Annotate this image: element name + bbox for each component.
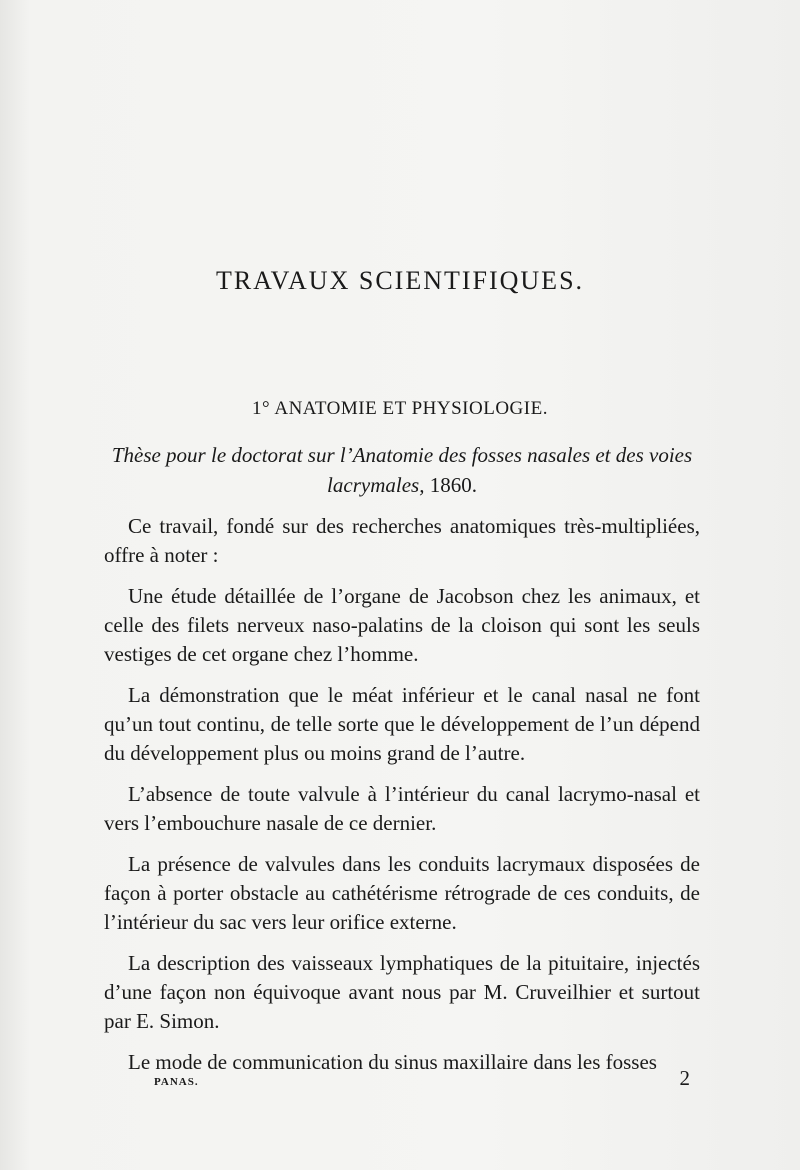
paragraph: Ce travail, fondé sur des recherches anatomiques très-multipliées, offre à noter :	[104, 514, 700, 567]
paragraph: La démonstration que le méat inférieur et le canal nasal ne font qu’un tout continu, de telle sorte que le développement de l’un dépend du développement plus ou moins grand de l’autre.	[104, 683, 700, 765]
paragraph: Une étude détaillée de l’organe de Jacobson chez les animaux, et celle des filets nerveux naso-palatins de la cloison qui sont les seuls vestiges de cet organe chez l’homme.	[104, 584, 700, 666]
thesis-title	[104, 440, 700, 500]
paragraph: La description des vaisseaux lymphatiques de la pituitaire, injectés d’une façon non équivoque avant nous par M. Cruveilhier et surtout par E. Simon.	[104, 951, 700, 1033]
paragraph: Le mode de communication du sinus maxillaire dans les fosses	[128, 1050, 657, 1074]
page-title: TRAVAUX SCIENTIFIQUES.	[215, 266, 585, 295]
running-author: PANAS.	[154, 1076, 199, 1088]
paragraph: La présence de valvules dans les conduits lacrymaux disposées de façon à porter obstacle au cathétérisme rétrograde de ces conduits, de l’intérieur du sac vers leur orifice externe.	[104, 852, 700, 934]
body-text	[104, 512, 700, 1089]
thesis-year: 1860.	[429, 473, 477, 497]
section-heading: 1° ANATOMIE ET PHYSIOLOGIE.	[252, 398, 548, 419]
page-number: 2	[679, 1066, 690, 1090]
paragraph: L’absence de toute valvule à l’intérieur du canal lacrymo-nasal et vers l’embouchure nasale de ce dernier.	[104, 782, 700, 835]
thesis-text: Thèse pour le doctorat sur l’Anatomie des fosses nasales et des voies lacrymales,	[111, 443, 693, 497]
